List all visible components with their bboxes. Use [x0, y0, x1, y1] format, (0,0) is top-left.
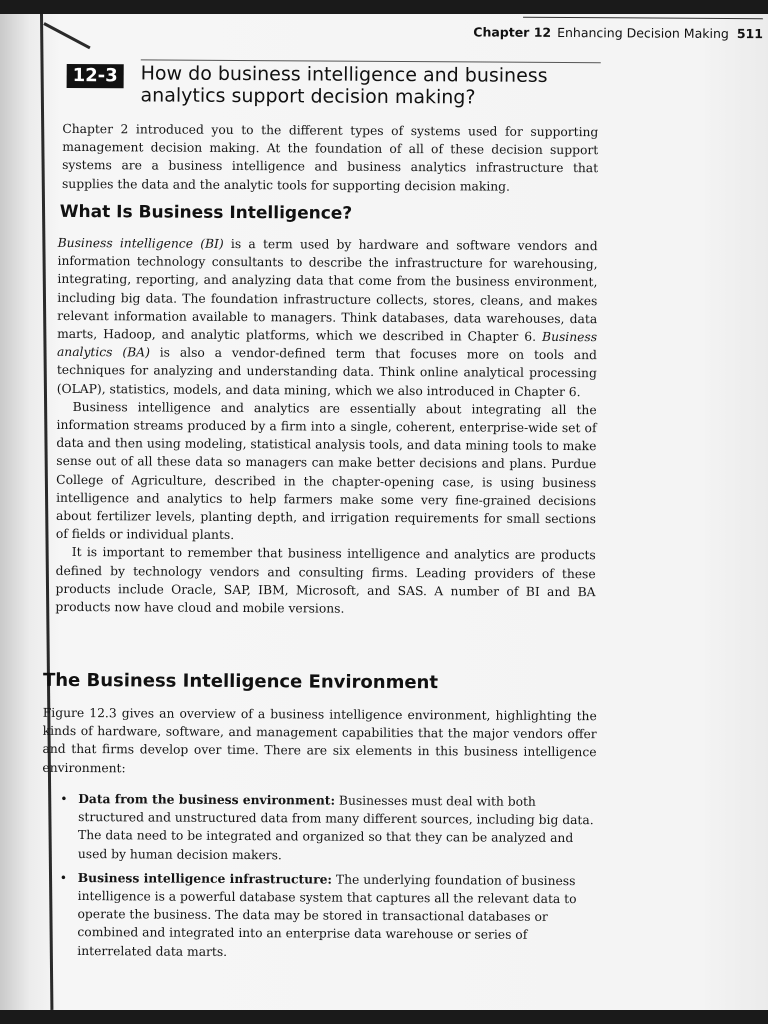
term-bi: Business intelligence (BI) — [57, 235, 224, 251]
paragraph-environment: Figure 12.3 gives an overview of a business intelligence environment, highlighting the kinds of hardware, software, and management capabilities that the major vendors offer and that firms develop over time. There are six elements in this business intelligence environment: — [42, 705, 597, 775]
paragraph-bi-text1: is a term used by hardware and software vendors and information technology consultants to describe the infrastructure for warehousing, integrating, reporting, and analyzing data that come from the business environment, including big data. The foundation infrastructure collects, stores, cleans, and makes relevant information available to managers. Think databases, data warehouses, data marts, Hadoop, and analytic platforms, which we described in Chapter 6. — [57, 236, 598, 344]
list-item-label: Business intelligence infrastructure: — [77, 869, 333, 887]
elements-list — [55, 790, 596, 969]
intro-paragraph: Chapter 2 introduced you to the different types of systems used for supporting management decision making. At the foundation of all of these decision support systems are a business intelligence and business analytics infrastructure that supplies the data and the analytic tools for supporting decision making. — [61, 121, 599, 194]
heading1-block — [60, 202, 608, 225]
paragraph-vendors: It is important to remember that business intelligence and analytics are products defined by technology vendors and consulting firms. Leading providers of these products include Oracle, SAP, IBM, Microsoft, and SAS. A number of BI and BA products now have cloud and mobile versions. — [55, 545, 596, 616]
list-item-text: Businesses must deal with both structured and unstructured data from many different sources, including big data. The data need to be integrated and organized so that they can be analyzed and used by human decision makers. — [77, 793, 594, 862]
paragraph-bi-text2: is also a vendor-defined term that focuses more on tools and techniques for analyzing and understanding data. Think online analytical processing (OLAP), statistics, models, and data mining, which we also introduced in Chapter 6. — [56, 345, 597, 399]
paragraph-bi-definition — [57, 234, 598, 401]
running-head-chapter: Chapter 12 — [473, 24, 552, 40]
page-content — [0, 14, 768, 1010]
body-block — [55, 234, 597, 620]
running-head — [473, 24, 763, 41]
section-title: How do business intelligence and business analytics support decision making? — [140, 62, 548, 109]
term-ba: Business analytics (BA) — [56, 329, 598, 360]
bullet-glyph: • — [60, 791, 68, 806]
intro-block — [62, 120, 598, 196]
page-number: 511 — [736, 26, 763, 42]
list-item — [55, 869, 596, 963]
bullet-glyph: • — [59, 870, 68, 885]
running-head-rule — [523, 17, 763, 19]
paragraph-bi-integration: Business intelligence and analytics are essentially about integrating all the information streams produced by a firm into a single, coherent, enterprise-wide set of data and then using modeling, statistical analysis tools, and data mining tools to make sense out of all these data so managers can make better decisions and plans. Purdue College of Agriculture, described in the chapter-opening case, is using business intelligence and analytics to help farmers make some very fine-grained decisions about fertilizer levels, planting depth, and irrigation requirements for small sections of fields or individual plants. — [55, 399, 597, 543]
heading2-block — [43, 670, 591, 694]
list-item — [56, 790, 596, 866]
section-number-badge: 12-3 — [67, 64, 124, 88]
book-page — [0, 14, 768, 1010]
list-item-label: Data from the business environment: — [78, 791, 336, 808]
running-head-title: Enhancing Decision Making — [557, 24, 729, 41]
environment-block — [42, 704, 596, 780]
heading-bi-environment: The Business Intelligence Environment — [42, 669, 439, 694]
heading-what-is-bi: What Is Business Intelligence? — [59, 201, 353, 224]
list-item-text: The underlying foundation of business intelligence is a powerful database system that captures all the relevant data to operate the business. The data may be stored in transactional databases or combined and integrated into an enterprise data warehouse or series of interrelated data marts. — [77, 872, 577, 959]
